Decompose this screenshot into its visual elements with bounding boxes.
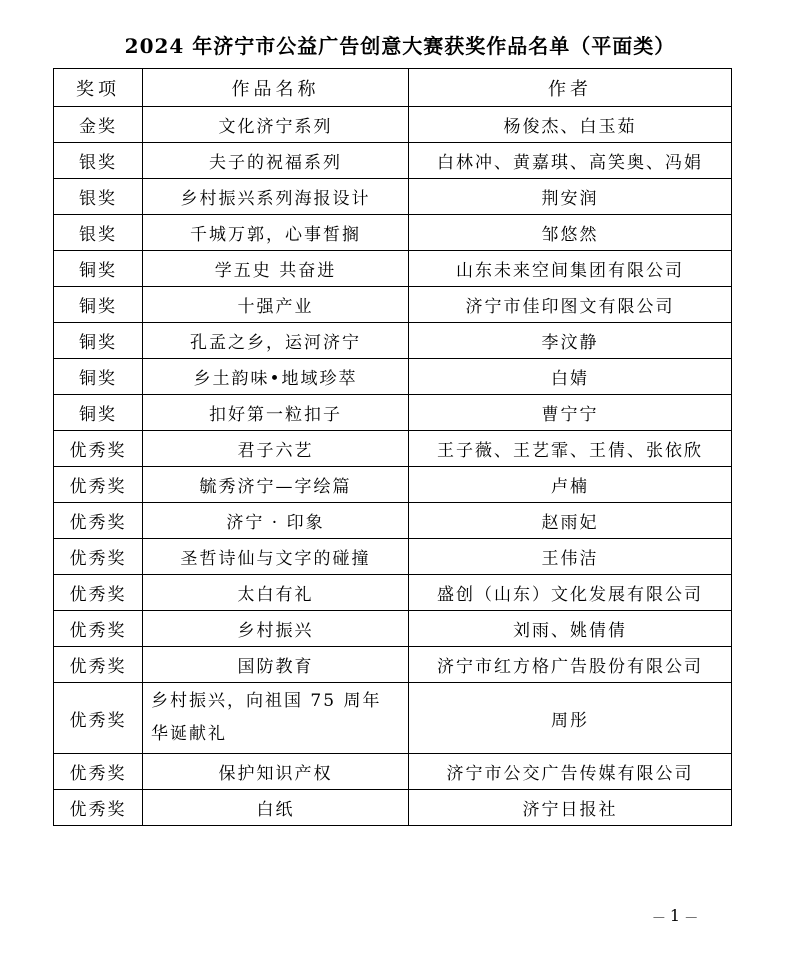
author-cell: 济宁市公交广告传媒有限公司 xyxy=(409,754,732,790)
table-row xyxy=(54,683,732,754)
award-cell: 铜奖 xyxy=(54,323,143,359)
author-cell: 济宁日报社 xyxy=(409,790,732,826)
table-row xyxy=(54,251,732,287)
award-cell: 优秀奖 xyxy=(54,754,143,790)
table-row xyxy=(54,431,732,467)
table-row xyxy=(54,754,732,790)
table-row xyxy=(54,107,732,143)
author-cell: 白林冲、黄嘉琪、高笑奥、冯娟 xyxy=(409,143,732,179)
award-cell: 银奖 xyxy=(54,215,143,251)
author-cell: 周彤 xyxy=(409,683,732,754)
work-title-cell: 毓秀济宁—字绘篇 xyxy=(143,467,409,503)
award-cell: 铜奖 xyxy=(54,359,143,395)
author-cell: 赵雨妃 xyxy=(409,503,732,539)
award-cell: 铜奖 xyxy=(54,287,143,323)
table-row xyxy=(54,323,732,359)
awards-table xyxy=(53,68,732,826)
author-cell: 卢楠 xyxy=(409,467,732,503)
author-cell: 白婧 xyxy=(409,359,732,395)
work-title-cell: 乡土韵味•地域珍萃 xyxy=(143,359,409,395)
table-row xyxy=(54,790,732,826)
work-title-cell: 乡村振兴 xyxy=(143,611,409,647)
work-title-cell: 国防教育 xyxy=(143,647,409,683)
table-row xyxy=(54,467,732,503)
award-cell: 优秀奖 xyxy=(54,575,143,611)
author-cell: 济宁市红方格广告股份有限公司 xyxy=(409,647,732,683)
award-cell: 优秀奖 xyxy=(54,611,143,647)
work-title-cell: 保护知识产权 xyxy=(143,754,409,790)
page-number-value: 1 xyxy=(669,906,681,925)
work-title-cell: 夫子的祝福系列 xyxy=(143,143,409,179)
award-cell: 优秀奖 xyxy=(54,539,143,575)
table-row xyxy=(54,359,732,395)
award-cell: 优秀奖 xyxy=(54,503,143,539)
author-cell: 王伟洁 xyxy=(409,539,732,575)
work-title-cell: 君子六艺 xyxy=(143,431,409,467)
table-header-row xyxy=(54,69,732,107)
table-row xyxy=(54,287,732,323)
work-title-cell: 圣哲诗仙与文字的碰撞 xyxy=(143,539,409,575)
table-row xyxy=(54,611,732,647)
work-title-cell: 扣好第一粒扣子 xyxy=(143,395,409,431)
page-number xyxy=(650,906,700,925)
work-title-cell: 文化济宁系列 xyxy=(143,107,409,143)
work-title-cell: 学五史 共奋进 xyxy=(143,251,409,287)
table-row xyxy=(54,395,732,431)
award-cell: 银奖 xyxy=(54,143,143,179)
award-cell: 金奖 xyxy=(54,107,143,143)
table-row xyxy=(54,539,732,575)
work-title-cell: 十强产业 xyxy=(143,287,409,323)
header-author: 作者 xyxy=(409,69,732,107)
page-number-dash-right: — xyxy=(685,910,698,924)
work-title-cell: 济宁 · 印象 xyxy=(143,503,409,539)
award-cell: 优秀奖 xyxy=(54,683,143,754)
table-row xyxy=(54,215,732,251)
table-row xyxy=(54,575,732,611)
award-cell: 优秀奖 xyxy=(54,647,143,683)
header-award: 奖项 xyxy=(54,69,143,107)
author-cell: 李汶静 xyxy=(409,323,732,359)
author-cell: 盛创（山东）文化发展有限公司 xyxy=(409,575,732,611)
table-row xyxy=(54,647,732,683)
award-cell: 铜奖 xyxy=(54,395,143,431)
work-title-cell: 白纸 xyxy=(143,790,409,826)
work-title-cell: 孔孟之乡，运河济宁 xyxy=(143,323,409,359)
header-work-title: 作品名称 xyxy=(143,69,409,107)
author-cell: 山东未来空间集团有限公司 xyxy=(409,251,732,287)
award-cell: 银奖 xyxy=(54,179,143,215)
award-cell: 铜奖 xyxy=(54,251,143,287)
work-title-cell: 千城万郭，心事皙搁 xyxy=(143,215,409,251)
award-cell: 优秀奖 xyxy=(54,790,143,826)
table-row xyxy=(54,143,732,179)
author-cell: 王子薇、王艺霏、王倩、张依欣 xyxy=(409,431,732,467)
page-number-dash-left: — xyxy=(652,910,665,924)
work-title-cell: 太白有礼 xyxy=(143,575,409,611)
author-cell: 曹宁宁 xyxy=(409,395,732,431)
work-title-cell: 乡村振兴系列海报设计 xyxy=(143,179,409,215)
table-row xyxy=(54,503,732,539)
author-cell: 刘雨、姚倩倩 xyxy=(409,611,732,647)
author-cell: 荆安润 xyxy=(409,179,732,215)
award-cell: 优秀奖 xyxy=(54,431,143,467)
author-cell: 杨俊杰、白玉茹 xyxy=(409,107,732,143)
work-title-cell: 乡村振兴，向祖国 75 周年华诞献礼 xyxy=(143,683,409,754)
author-cell: 济宁市佳印图文有限公司 xyxy=(409,287,732,323)
document-title: 2024 年济宁市公益广告创意大赛获奖作品名单（平面类） xyxy=(124,34,676,58)
author-cell: 邹悠然 xyxy=(409,215,732,251)
award-cell: 优秀奖 xyxy=(54,467,143,503)
table-row xyxy=(54,179,732,215)
